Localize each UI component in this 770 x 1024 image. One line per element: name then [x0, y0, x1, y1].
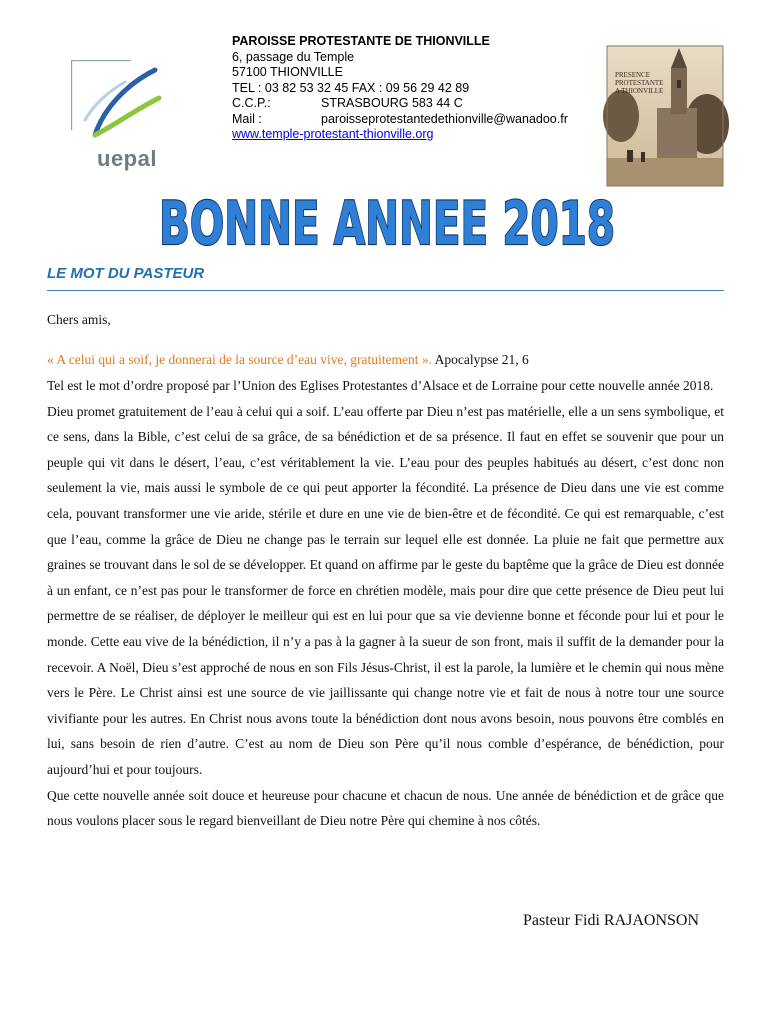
- address-block: [232, 34, 568, 143]
- photo-caption-1: PRESENCE: [615, 71, 651, 79]
- street-address: 6, passage du Temple: [232, 49, 355, 64]
- mail-value: paroisseprotestantedethionville@wanadoo.fr: [321, 111, 568, 126]
- quote-reference: Apocalypse 21, 6: [432, 352, 529, 367]
- bible-quote: « A celui qui a soif, je donnerai de la source d’eau vive, gratuitement ».: [47, 352, 433, 367]
- parish-name: PAROISSE PROTESTANTE DE THIONVILLE: [232, 34, 490, 48]
- paragraph-closing: Que cette nouvelle année soit douce et heureuse pour chacune et chacun de nous. Une année de bénédiction et de grâce que nous voulons placer sous le regard bienveillant de Dieu notre Père qui chemine à nos côtés.: [47, 787, 724, 829]
- ccp-row: [232, 96, 568, 112]
- postal-city: 57100 THIONVILLE: [232, 65, 343, 79]
- ccp-label: C.C.P.:: [232, 96, 271, 110]
- mail-row: [232, 112, 568, 128]
- photo-caption-2: PROTESTANTE: [615, 79, 664, 87]
- greeting: Chers amis,: [47, 312, 111, 327]
- letter-body: [47, 310, 724, 834]
- photo-caption-3: A THIONVILLE: [615, 87, 664, 95]
- paragraph-intro: Tel est le mot d’ordre proposé par l’Union des Eglises Protestantes d’Alsace et de Lorraine pour cette nouvelle année 2018.: [47, 378, 714, 393]
- website-link[interactable]: www.temple-protestant-thionville.org: [232, 127, 434, 141]
- quote-line: [47, 347, 724, 373]
- website-row: [232, 127, 568, 143]
- new-year-banner: [152, 184, 622, 259]
- signature: Pasteur Fidi RAJAONSON: [523, 912, 700, 929]
- mail-label: Mail :: [232, 111, 262, 126]
- heading-divider: [47, 290, 724, 291]
- ccp-value: STRASBOURG 583 44 C: [321, 96, 463, 110]
- logo-wordmark: uepal: [97, 146, 157, 171]
- section-title: LE MOT DU PASTEUR: [47, 265, 205, 282]
- phone-fax: TEL : 03 82 53 32 45 FAX : 09 56 29 42 89: [232, 80, 470, 95]
- church-photo: [607, 46, 723, 186]
- paragraph-main: Dieu promet gratuitement de l’eau à celui qui a soif. L’eau offerte par Dieu n’est pas matérielle, elle a un sens symbolique, et ce sens, dans la Bible, c’est celui de sa grâce, de sa bénédiction et de sa présence. Il faut en effet se souvenir que pour un peuple qui vit dans le désert, l’eau, c’est véritablement la vie. L’eau pour des peuples habitués au désert, c’est donc non seulement la vie, mais aussi le symbole de ce qui peut apporter la fécondité. La présence de Dieu dans une vie est comme cela, pouvant transformer une vie aride, stérile et dure en une vie de bien-être et de fécondité. Ce qui est remarquable, c’est que l’eau, comme la grâce de Dieu ne change pas le terrain sur lequel elle est donnée. La pluie ne fait que permettre aux graines se trouvant dans le sol de se développer. Et quand on affirme par le geste du baptême que la grâce de Dieu est donnée à un enfant, ce n’est pas pour le transformer de force en chrétien modèle, mais pour dire que cette présence de Dieu peut lui permettre de se réaliser, de déployer le meilleur qui est en lui pour que sa vie devienne bonne et féconde pour lui et pour le monde. Cette eau vive de la bénédiction, il n’y a pas à la gagner à la sueur de son front, mais il suffit de la demander pour la recevoir. A Noël, Dieu s’est approché de nous en son Fils Jésus-Christ, il est la parole, la lumière et le chemin qui nous mène vers le Père. Le Christ ainsi est une source de vie jaillissante qui change notre vie et fait de nous à notre tour une source vivifiante pour les autres. En Christ nous avons toute la bénédiction dont nous avons besoin, nous pouvons être comblés en lui, sans besoin de rien d’autre. C’est au nom de Dieu son Père qu’il nous comble d’espérance, de bénédiction, pour aujourd’hui et pour toujours.: [47, 403, 724, 777]
- banner-text: BONNE ANNEE 2018: [159, 189, 615, 259]
